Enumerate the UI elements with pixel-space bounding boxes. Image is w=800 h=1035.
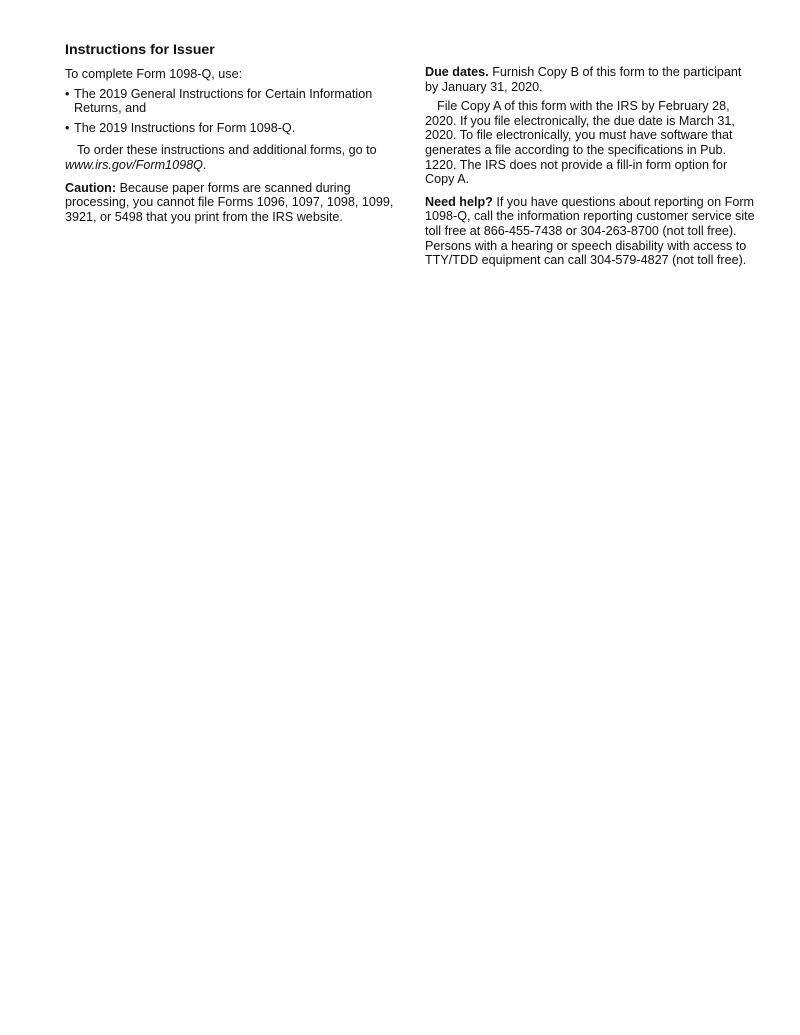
bullet-icon: •: [65, 86, 70, 101]
due-dates-paragraph: [425, 65, 755, 94]
caution-text: Because paper forms are scanned during processing, you cannot file Forms 1096, 1097, 1098, 1099, 3921, or 5498 that you print from the IRS website.: [65, 180, 394, 224]
bullet-icon: •: [65, 120, 70, 135]
caution-paragraph: [65, 181, 405, 225]
file-copy-a-paragraph: File Copy A of this form with the IRS by February 28, 2020. If you file electronically, the due date is March 31, 2020. To file electronically, you must have software that generates a file according to the specifications in Pub. 1220. The IRS does not provide a fill-in form option for Copy A.: [425, 99, 735, 187]
order-paragraph: [65, 143, 405, 172]
intro-text: To complete Form 1098-Q, use:: [65, 67, 243, 81]
due-dates-text: Furnish Copy B of this form to the participant by January 31, 2020.: [425, 65, 742, 94]
left-column: [65, 42, 405, 224]
bullet-item-general-instructions: [65, 87, 405, 116]
order-period: .: [202, 157, 207, 172]
due-dates-label: Due dates.: [425, 65, 489, 79]
bullet-item-form-instructions: [65, 121, 405, 136]
need-help-label: Need help?: [425, 194, 493, 209]
need-help-paragraph: [425, 195, 755, 268]
right-column: [425, 65, 755, 268]
bullet-text: The 2019 General Instructions for Certain Information Returns, and: [74, 86, 373, 116]
need-help-text: If you have questions about reporting on Form 1098-Q, call the information reporting customer service site toll free at 866-455-7438 or 304-263-8700 (not toll free). Persons with a hearing or speech disability with access to TTY/TDD equipment can call 304-579-4827 (not toll free).: [425, 194, 755, 268]
instructions-heading: Instructions for Issuer: [65, 42, 215, 58]
irs-website-link[interactable]: www.irs.gov/Form1098Q: [65, 157, 203, 172]
bullet-text: The 2019 Instructions for Form 1098-Q.: [74, 120, 296, 135]
caution-label: Caution:: [65, 180, 117, 195]
order-text: To order these instructions and additional forms, go to: [77, 143, 377, 158]
